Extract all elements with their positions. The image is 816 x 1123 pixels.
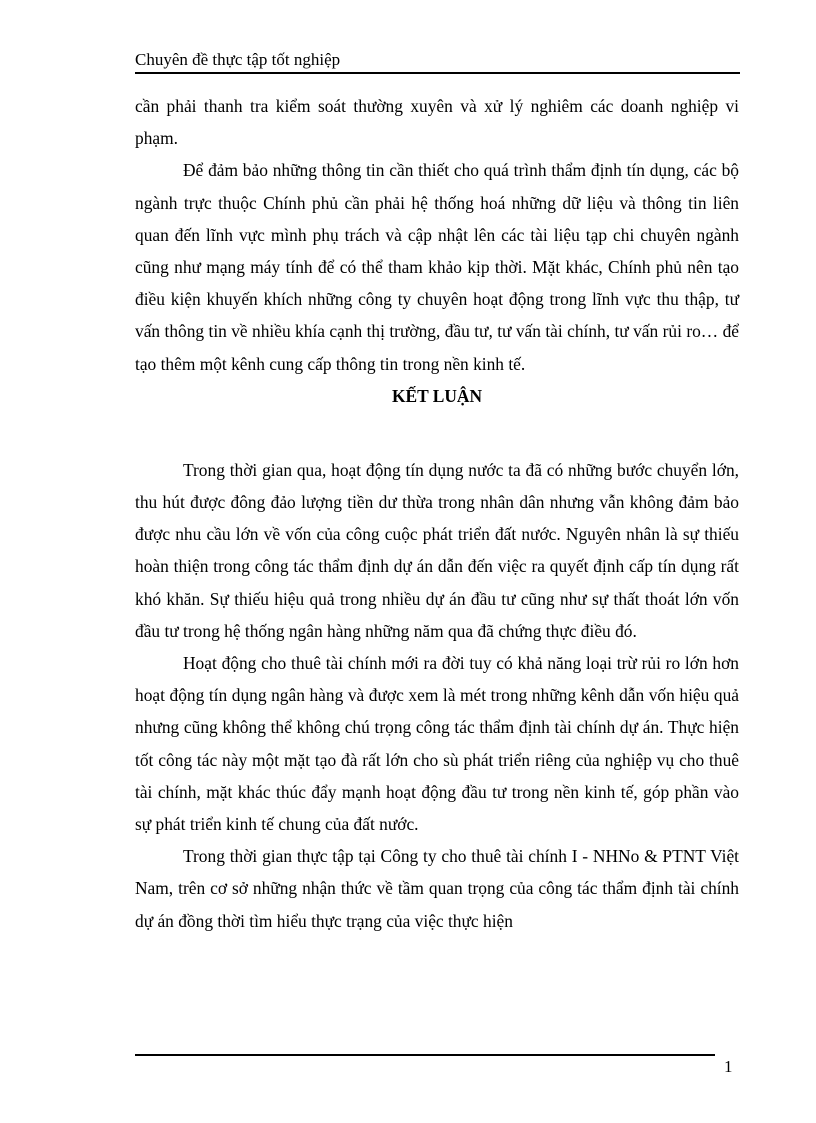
footer-rule: [135, 1054, 715, 1056]
paragraph-conclusion-3: Trong thời gian thực tập tại Công ty cho thuê tài chính I - NHNo & PTNT Việt Nam, trên cơ sở những nhận thức về tầm quan trọng của công tác thẩm định tài chính dự án đồng thời tìm hiểu thực trạng của việc thực hiện: [135, 846, 739, 931]
running-header: [135, 49, 740, 74]
page-body: [135, 90, 739, 937]
paragraph-continuation: cần phải thanh tra kiểm soát thường xuyên và xử lý nghiêm các doanh nghiệp vi phạm.: [135, 96, 739, 149]
page-number: 1: [724, 1057, 733, 1076]
header-title: Chuyên đề thực tập tốt nghiệp: [135, 50, 341, 69]
section-heading-conclusion: KẾT LUẬN: [391, 385, 483, 406]
paragraph-conclusion-1: Trong thời gian qua, hoạt động tín dụng nước ta đã có những bước chuyển lớn, thu hút được đông đảo lượng tiền dư thừa trong nhân dân nhưng vẫn không đảm bảo được nhu cầu lớn về vốn của công cuộc phát triển đất nước. Nguyên nhân là sự thiếu hoàn thiện trong công tác thẩm định dự án dẫn đến việc ra quyết định cấp tín dụng rất khó khăn. Sự thiếu hiệu quả trong nhiều dự án đầu tư cũng như sự thất thoát lớn vốn đầu tư trong hệ thống ngân hàng những năm qua đã chứng thực điều đó.: [135, 459, 739, 641]
paragraph-conclusion-2: Hoạt động cho thuê tài chính mới ra đời tuy có khả năng loại trừ rủi ro lớn hơn hoạt động tín dụng ngân hàng và được xem là mét trong những kênh dẫn vốn hiệu quả nhưng cũng không thể không chú trọng công tác thẩm định tài chính dự án. Thực hiện tốt công tác này một mặt tạo đà rất lớn cho sù phát triển riêng của nghiệp vụ cho thuê tài chính, mặt khác thúc đẩy mạnh hoạt động đầu tư trong nền kinh tế, góp phần vào sự phát triển kinh tế chung của đất nước.: [135, 653, 739, 835]
paragraph-information: Để đảm bảo những thông tin cần thiết cho quá trình thẩm định tín dụng, các bộ ngành trực thuộc Chính phủ cần phải hệ thống hoá những dữ liệu và thông tin liên quan đến lĩnh vực mình phụ trách và cập nhật lên các tài liệu tạp chi chuyên ngành cũng như mạng máy tính để có thể tham khảo kịp thời. Mặt khác, Chính phủ nên tạo điều kiện khuyến khích những công ty chuyên hoạt động trong lĩnh vực thu thập, tư vấn thông tin về nhiều khía cạnh thị trường, đầu tư, tư vấn tài chính, tư vấn rủi ro… để tạo thêm một kênh cung cấp thông tin trong nền kinh tế.: [135, 160, 739, 374]
